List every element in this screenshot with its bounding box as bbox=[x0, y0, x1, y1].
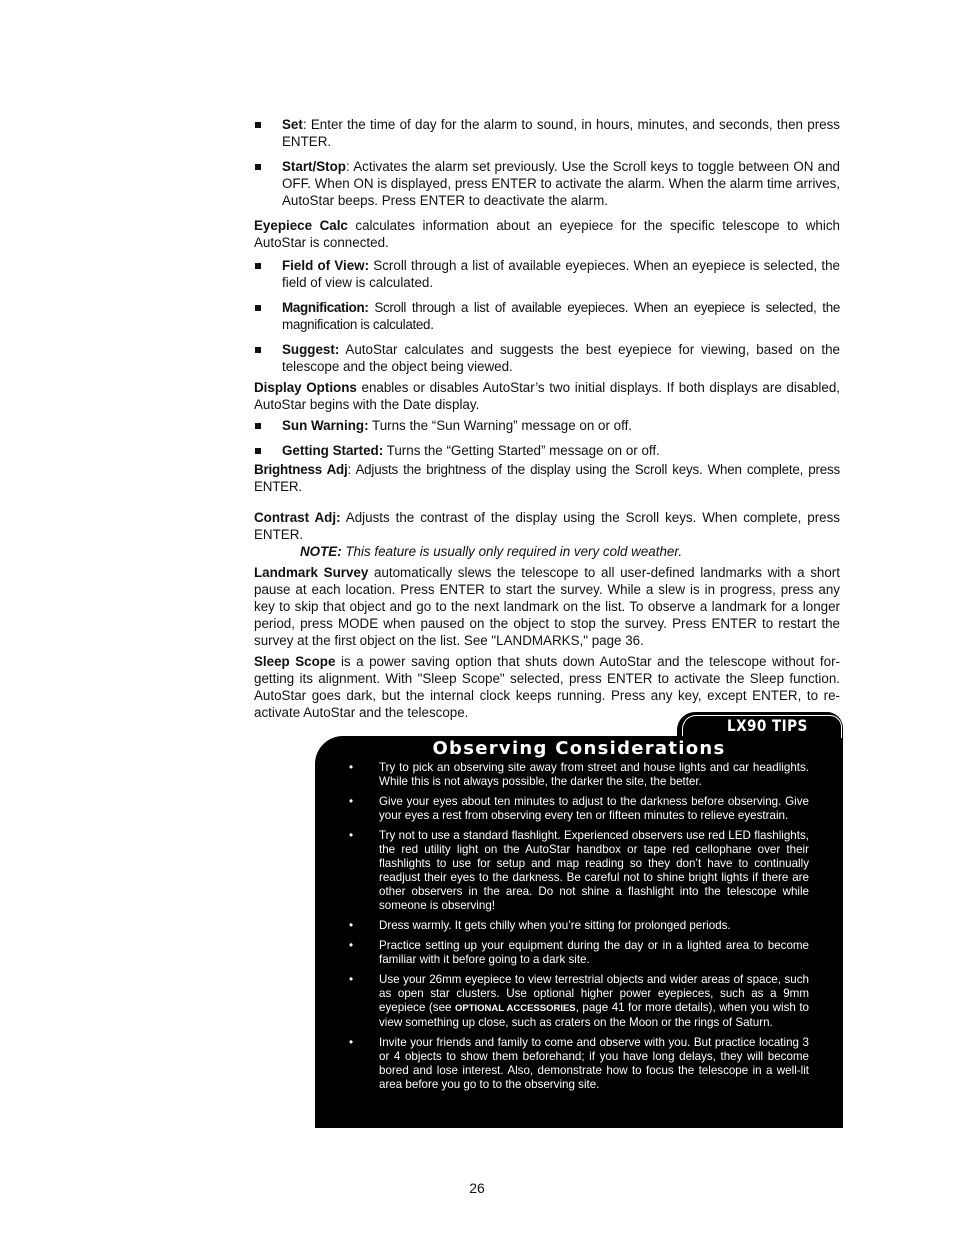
para-contrast-adj: Contrast Adj: Adjusts the contrast of the display using the Scroll keys. When complete, press ENTER. bbox=[254, 510, 840, 542]
square-bullet-icon bbox=[255, 448, 261, 454]
bullet-icon: • bbox=[349, 761, 354, 774]
tip-item: • Try not to use a standard flashlight. Experienced observers use red LED flashlights, the red utility light on the AutoStar handbox or tape red cellophane over their flashlights to use for setup and map reading so they don’t have to continually readjust their eyes to the darkness. Be careful not to shine bright lights if there are other observers in the area. Do not shine a flashlight into the telescope while someone is observing! bbox=[349, 829, 809, 912]
tip-item: • Dress warmly. It gets chilly when you’re sitting for prolonged periods. bbox=[349, 919, 731, 932]
tips-title: Observing Considerations bbox=[432, 738, 726, 759]
bullet-icon: • bbox=[349, 829, 354, 842]
tips-box bbox=[315, 736, 843, 1128]
bullet-icon: • bbox=[349, 919, 354, 932]
tips-list bbox=[349, 761, 809, 1098]
square-bullet-icon bbox=[255, 347, 261, 353]
list-item-start-stop: Start/Stop: Activates the alarm set previously. Use the Scroll keys to toggle between ON and OFF. When ON is displayed, press ENTER to activate the alarm. When the alarm time arrives, AutoStar beeps. Press ENTER to deactivate the alarm. bbox=[254, 158, 840, 209]
para-eyepiece-calc: Eyepiece Calc calculates information about an eyepiece for the specific telescope to which AutoStar is connected. bbox=[254, 218, 840, 250]
bullet-icon: • bbox=[349, 973, 354, 986]
list-item-suggest: Suggest: AutoStar calculates and suggests the best eyepiece for viewing, based on the telescope and the object being viewed. bbox=[254, 341, 840, 375]
square-bullet-icon bbox=[255, 164, 261, 170]
main-text-column bbox=[254, 116, 840, 725]
tip-item: • Practice setting up your equipment during the day or in a lighted area to become familiar with it before going to a dark site. bbox=[349, 939, 809, 966]
square-bullet-icon bbox=[255, 423, 261, 429]
list-item-set: Set: Enter the time of day for the alarm to sound, in hours, minutes, and seconds, then press ENTER. bbox=[254, 116, 840, 150]
optional-accessories-ref: OPTIONAL ACCESSORIES bbox=[455, 1003, 576, 1014]
lx90-tips-panel bbox=[315, 712, 843, 1128]
para-landmark-survey: Landmark Survey automatically slews the telescope to all user-defined landmarks with a short pause at each location. Press ENTER to start the survey. While a slew is in progress, press any key to skip that object and go to the next landmark on the list. To observe a landmark for a longer period, press MODE when paused on the object to stop the survey. Press ENTER to restart the survey at the first object on the list. See "LANDMARKS," page 36. bbox=[254, 565, 840, 648]
page-number: 26 bbox=[469, 1180, 485, 1196]
square-bullet-icon bbox=[255, 263, 261, 269]
square-bullet-icon bbox=[255, 305, 261, 311]
tips-tab-label: LX90 TIPS bbox=[727, 716, 808, 735]
para-sleep-scope: Sleep Scope is a power saving option that shuts down AutoStar and the telescope without for-getting its alignment. With "Sleep Scope" selected, press ENTER to activate the Sleep function. AutoStar goes dark, but the internal clock keeps running. Press any key, except ENTER, to re-activate AutoStar and the telescope. bbox=[254, 654, 840, 720]
list-item-magnification: Magnification: Scroll through a list of available eyepieces. When an eyepiece is selected, the magnification is calculated. bbox=[254, 299, 840, 333]
square-bullet-icon bbox=[255, 122, 261, 128]
tip-item: • Try to pick an observing site away from street and house lights and car headlights. While this is not always possible, the darker the site, the better. bbox=[349, 761, 809, 788]
para-brightness-adj: Brightness Adj: Adjusts the brightness of the display using the Scroll keys. When complete, press ENTER. bbox=[254, 462, 840, 494]
tip-item: • Invite your friends and family to come and observe with you. But practice locating 3 or 4 objects to show them beforehand; if you have long delays, they will become bored and lose interest. Also, demonstrate how to focus the telescope in a well-lit area before you go to to the observing site. bbox=[349, 1036, 809, 1091]
tip-item-eyepiece: • Use your 26mm eyepiece to view terrestrial objects and wider areas of space, such as open star clusters. Use optional higher power eyepieces, such as a 9mm eyepiece (see OPTIONAL ACCESSORIES, page 41 for more details), when you wish to view something up close, such as craters on the Moon or the rings of Saturn. bbox=[349, 973, 810, 1029]
list-item-sun-warning: Sun Warning: Turns the “Sun Warning” message on or off. bbox=[254, 417, 840, 434]
note-cold-weather: NOTE: This feature is usually only required in very cold weather. bbox=[300, 544, 683, 559]
para-display-options: Display Options enables or disables AutoStar’s two initial displays. If both displays are disabled, AutoStar begins with the Date display. bbox=[254, 380, 840, 412]
bullet-icon: • bbox=[349, 939, 354, 952]
bullet-icon: • bbox=[349, 1036, 354, 1049]
tip-item: • Give your eyes about ten minutes to adjust to the darkness before observing. Give your eyes a rest from observing every ten or fifteen minutes to relieve eyestrain. bbox=[349, 795, 809, 822]
bullet-icon: • bbox=[349, 795, 354, 808]
list-item-field-of-view: Field of View: Scroll through a list of available eyepieces. When an eyepiece is selected, the field of view is calculated. bbox=[254, 257, 840, 291]
list-item-getting-started: Getting Started: Turns the “Getting Started” message on or off. bbox=[254, 442, 840, 459]
